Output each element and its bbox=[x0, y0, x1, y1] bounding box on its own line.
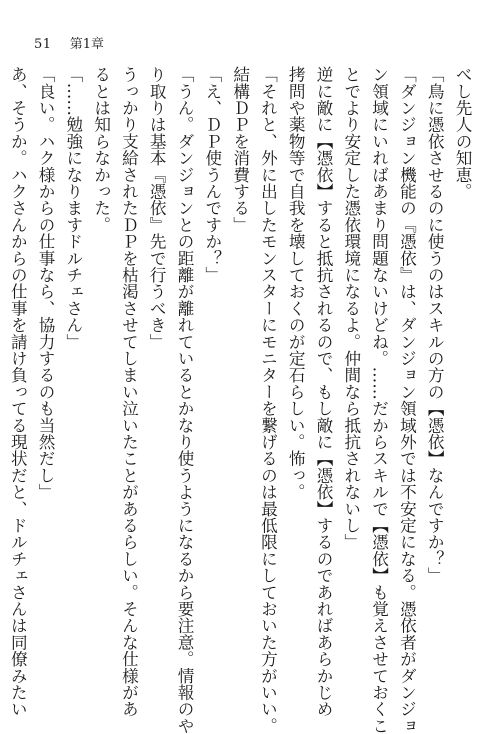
page-number: 51 bbox=[34, 37, 52, 52]
text-line: 「ダンジョン機能の『憑依』は、ダンジョン領域外では不安定になる。憑依者がダンジョ bbox=[397, 66, 417, 734]
text-line: 逆に敵に【憑依】すると抵抗されるので、もし敵に【憑依】するのであればあらかじめ bbox=[314, 66, 334, 718]
text-line: 「……勉強になりますドルチェさん」 bbox=[63, 66, 83, 350]
text-line: 拷問や薬物等で自我を壊しておくのが定石らしい。怖っ。 bbox=[286, 66, 306, 501]
chapter-title: 第1章 bbox=[69, 37, 104, 52]
text-line: とでより安定した憑依環境になるよ。仲間なら抵抗されないし」 bbox=[341, 66, 361, 551]
text-line: うっかり支給されたＤＰを枯渇させてしまい泣いたことがあるらしい。そんな仕様があ bbox=[119, 66, 139, 718]
text-line: るとは知らなかった。 bbox=[91, 66, 111, 233]
text-line: 結構ＤＰを消費する」 bbox=[230, 66, 250, 233]
page-header bbox=[34, 35, 104, 55]
text-line: り取りは基本『憑依』先で行うべき」 bbox=[147, 66, 167, 350]
text-line: 「うん。ダンジョンとの距離が離れているとかなり使うようになるから要注意。情報のや bbox=[175, 66, 195, 734]
text-line: 「鳥に憑依させるのに使うのはスキルの方の【憑依】なんですか？」 bbox=[425, 66, 445, 584]
text-line: 「それと、外に出したモンスターにモニターを繋げるのは最低限にしておいた方がいい。 bbox=[258, 66, 278, 734]
text-line: ン領域にいればあまり問題ないけどね。……だからスキルで【憑依】も覚えさせておくこ bbox=[369, 66, 389, 734]
text-line: あ、そうか。ハクさんからの仕事を請け負ってる現状だと、ドルチェさんは同僚みたい bbox=[8, 66, 28, 718]
vertical-text-body bbox=[8, 66, 476, 734]
text-line: べし先人の知恵。 bbox=[453, 66, 472, 200]
text-line: 「え、ＤＰ使うんですか？」 bbox=[202, 66, 222, 284]
text-line: 「良い。ハク様からの仕事なら、協力するのも当然だし」 bbox=[36, 66, 56, 501]
